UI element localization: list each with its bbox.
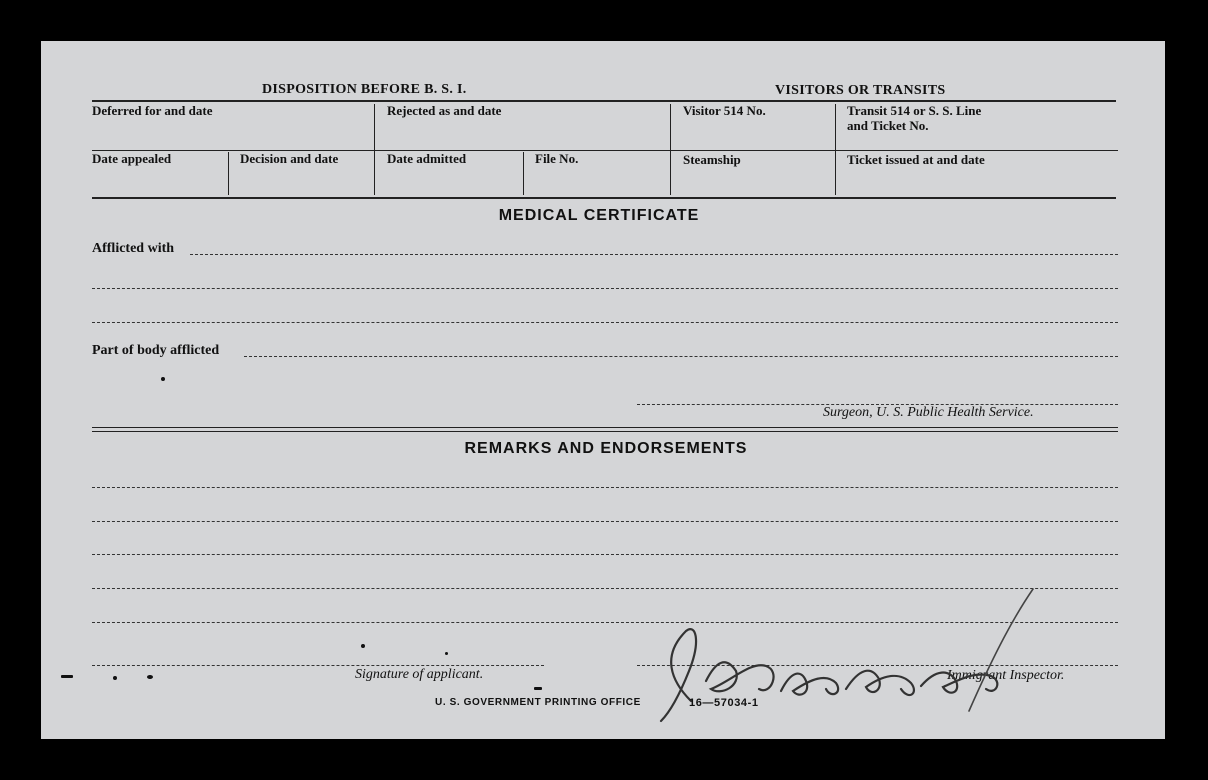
table-bottom-rule: [92, 197, 1116, 199]
form-number: 16—57034-1: [689, 697, 759, 709]
ink-speck: [361, 644, 365, 648]
column-divider: [228, 152, 229, 195]
column-divider: [523, 152, 524, 195]
column-divider: [374, 104, 375, 195]
remarks-line: [92, 554, 1118, 555]
applicant-signature-line: [92, 665, 544, 666]
afflicted-with-line: [92, 288, 1118, 289]
remarks-title: REMARKS AND ENDORSEMENTS: [464, 440, 748, 457]
applicant-signature-label: Signature of applicant.: [355, 667, 484, 682]
afflicted-with-label: Afflicted with: [92, 241, 175, 256]
ink-speck: [61, 675, 73, 678]
header-rule: [92, 100, 1116, 102]
transit-label-line2: and Ticket No.: [847, 118, 929, 133]
afflicted-with-line: [190, 254, 1118, 255]
disposition-heading: DISPOSITION BEFORE B. S. I.: [262, 82, 467, 97]
surgeon-label: Surgeon, U. S. Public Health Service.: [823, 405, 1034, 420]
afflicted-with-line: [92, 322, 1118, 323]
steamship-label: Steamship: [683, 152, 741, 167]
date-appealed-label: Date appealed: [92, 151, 172, 166]
column-divider: [835, 104, 836, 195]
transit-label-line1: Transit 514 or S. S. Line: [847, 103, 982, 118]
date-admitted-label: Date admitted: [387, 151, 467, 166]
decision-label: Decision and date: [240, 151, 339, 166]
remarks-line: [92, 521, 1118, 522]
visitor-514-label: Visitor 514 No.: [683, 103, 766, 118]
part-of-body-line: [244, 356, 1118, 357]
ink-speck: [147, 675, 153, 679]
inspector-signature-label: Immigrant Inspector.: [947, 668, 1065, 683]
ticket-issued-label: Ticket issued at and date: [847, 152, 985, 167]
part-of-body-label: Part of body afflicted: [92, 343, 220, 358]
file-no-label: File No.: [535, 151, 579, 166]
remarks-line: [92, 487, 1118, 488]
medical-certificate-title: MEDICAL CERTIFICATE: [498, 207, 700, 224]
ink-speck: [113, 676, 117, 680]
rejected-label: Rejected as and date: [387, 103, 502, 118]
column-divider: [670, 104, 671, 195]
double-rule-bottom: [92, 431, 1118, 432]
visitors-heading: VISITORS OR TRANSITS: [775, 83, 946, 98]
printer-credit: U. S. GOVERNMENT PRINTING OFFICE: [435, 697, 641, 708]
immigration-record-card: [41, 41, 1165, 739]
double-rule-top: [92, 427, 1118, 428]
ink-speck: [534, 687, 542, 690]
deferred-label: Deferred for and date: [92, 103, 213, 118]
ink-speck: [161, 377, 165, 381]
ink-speck: [445, 652, 448, 655]
